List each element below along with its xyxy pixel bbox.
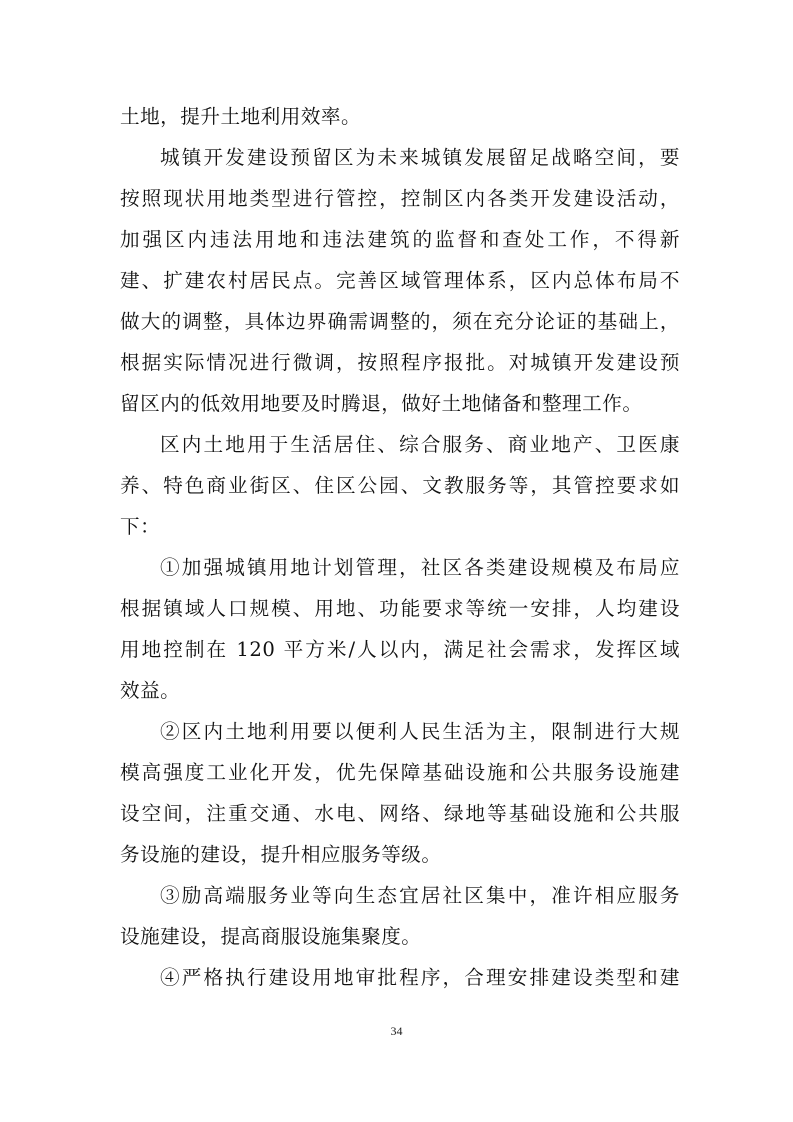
text-line: 养、特色商业街区、住区公园、文教服务等，其管控要求如 xyxy=(120,474,680,497)
text-line: 用地控制在 120 平方米/人以内，满足社会需求，发挥区域 xyxy=(120,638,680,661)
text-line: 土地，提升土地利用效率。 xyxy=(120,105,362,128)
text-line: ④严格执行建设用地审批程序，合理安排建设类型和建 xyxy=(160,966,680,989)
text-line: 根据镇域人口规模、用地、功能要求等统一安排，人均建设 xyxy=(120,597,680,620)
text-line: 下： xyxy=(120,515,161,538)
text-line: 模高强度工业化开发，优先保障基础设施和公共服务设施建 xyxy=(120,761,680,784)
text-line: 按照现状用地类型进行管控，控制区内各类开发建设活动， xyxy=(120,187,680,210)
text-line: 加强区内违法用地和违法建筑的监督和查处工作，不得新 xyxy=(120,228,680,251)
text-line: 留区内的低效用地要及时腾退，做好土地储备和整理工作。 xyxy=(120,392,643,415)
text-line: ②区内土地利用要以便利人民生活为主，限制进行大规 xyxy=(160,720,680,743)
text-line: 设空间，注重交通、水电、网络、绿地等基础设施和公共服 xyxy=(120,802,680,825)
text-line: 建、扩建农村居民点。完善区域管理体系，区内总体布局不 xyxy=(120,269,680,292)
text-line: 设施建设，提高商服设施集聚度。 xyxy=(120,925,422,948)
text-line: ③励高端服务业等向生态宜居社区集中，准许相应服务 xyxy=(160,884,680,907)
body-text xyxy=(120,96,680,998)
text-line: 根据实际情况进行微调，按照程序报批。对城镇开发建设预 xyxy=(120,351,680,374)
text-line: 做大的调整，具体边界确需调整的，须在充分论证的基础上， xyxy=(120,310,680,333)
text-line: ①加强城镇用地计划管理，社区各类建设规模及布局应 xyxy=(160,556,680,579)
text-line: 务设施的建设，提升相应服务等级。 xyxy=(120,843,442,866)
text-line: 区内土地用于生活居住、综合服务、商业地产、卫医康 xyxy=(160,433,680,456)
page-number: 34 xyxy=(390,1024,403,1038)
text-line: 效益。 xyxy=(120,679,181,702)
text-line: 城镇开发建设预留区为未来城镇发展留足战略空间，要 xyxy=(160,146,680,169)
